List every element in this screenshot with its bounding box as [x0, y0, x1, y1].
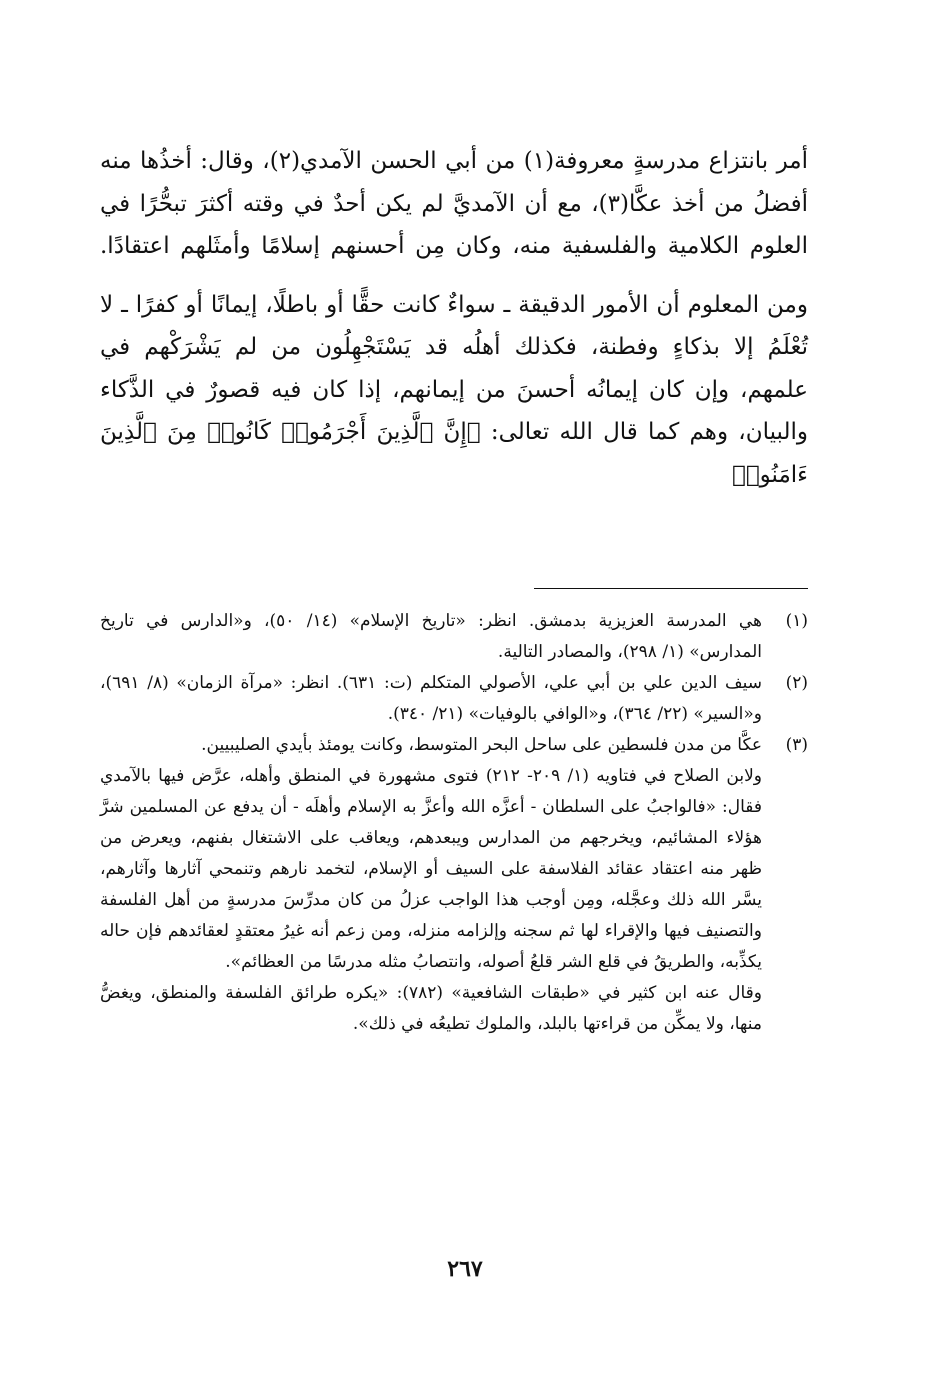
footnote-3 — [100, 730, 808, 1040]
footnote-number: (٣) — [785, 735, 808, 755]
footnote-number: (١) — [785, 611, 808, 631]
footnote-text — [100, 668, 762, 730]
footnote-1 — [100, 606, 808, 668]
footnote-line: ولابن الصلاح في فتاويه (١/ ٢٠٩- ٢١٢) فتوى مشهورة في المنطق وأهله، عرَّض فيها بالآمدي فقال: «فالواجبُ على السلطان - أعزَّه الله وأعزَّ به الإسلام وأهلَه - أن يدفع عن المسلمين شرَّ هؤلاء المشائيم، ويخرجهم من المدارس ويبعدهم، ويعاقب على الاشتغال بفنهم، ويعرض من ظهر منه اعتقاد عقائد الفلاسفة على السيف أو الإسلام، لتخمد نارهم وتنمحي آثارها وآثارهم، يسَّر الله ذلك وعجَّله، ومِن أوجب هذا الواجب عزلُ من كان مدرِّسَ مدرسةٍ من أهل الفلسفة والتصنيف فيها والإقراء لها ثم سجنه وإلزامه منزله، ومن زعم أنه غيرُ معتقدٍ لعقائدهم فإن حاله يكذِّبه، والطريقُ في قلع الشر قلعُ أصوله، وانتصابُ مثله مدرسًا من العظائم». — [100, 766, 762, 972]
footnote-line: وقال عنه ابن كثير في «طبقات الشافعية» (٧٨٢): «يكره طرائق الفلسفة والمنطق، ويغضُّ منها، ولا يمكِّن من قراءتها بالبلد، والملوك تطيعُه في ذلك». — [100, 983, 763, 1034]
footnote-separator — [534, 588, 808, 589]
footnote-text — [100, 730, 762, 1040]
footnote-2 — [100, 668, 808, 730]
paragraph-1: أمر بانتزاع مدرسةٍ معروفة(١) من أبي الحسن الآمدي(٢)، وقال: أخذُها منه أفضلُ من أخذ عكَّا(٣)، مع أن الآمديَّ لم يكن أحدٌ في وقته أكثرَ تبحُّرًا في العلوم الكلامية والفلسفية منه، وكان مِن أحسنهم إسلامًا وأمثَلهم اعتقادًا. — [100, 148, 809, 259]
main-text — [100, 140, 808, 496]
paragraph-2: ومن المعلوم أن الأمور الدقيقة ـ سواءٌ كانت حقًّا أو باطلًا، إيمانًا أو كفرًا ـ لا تُعْلَمُ إلا بذكاءٍ وفطنة، فكذلك أهلُه قد يَسْتَجْهِلُون من لم يَشْرَكْهم في علمهم، وإن كان إيمانُه أحسنَ من إيمانهم، إذا كان فيه قصورٌ في الذَّكاء والبيان، وهم كما قال الله تعالى: ﴿إِنَّ ٱلَّذِينَ أَجْرَمُوا۟ كَانُوا۟ مِنَ ٱلَّذِينَ ءَامَنُوا۟ — [100, 291, 808, 488]
footnote-number: (٢) — [785, 673, 808, 693]
footnote-text — [100, 606, 762, 668]
footnote-line: عكَّا من مدن فلسطين على ساحل البحر المتوسط، وكانت يومئذ بأيدي الصليبيين. — [201, 735, 762, 755]
footnote-line: سيف الدين علي بن أبي علي، الأصولي المتكلم (ت: ٦٣١). انظر: «مرآة الزمان» (٨/ ٦٩١)، و«السير» (٢٢/ ٣٦٤)، و«الوافي بالوفيات» (٢١/ ٣٤٠). — [100, 673, 763, 724]
footnote-line: هي المدرسة العزيزية بدمشق. انظر: «تاريخ الإسلام» (١٤/ ٥٠)، و«الدارس في تاريخ المدارس» (١/ ٢٩٨)، والمصادر التالية. — [100, 611, 762, 662]
footnotes — [100, 606, 808, 1040]
page-number: ٢٦٧ — [447, 1256, 483, 1282]
